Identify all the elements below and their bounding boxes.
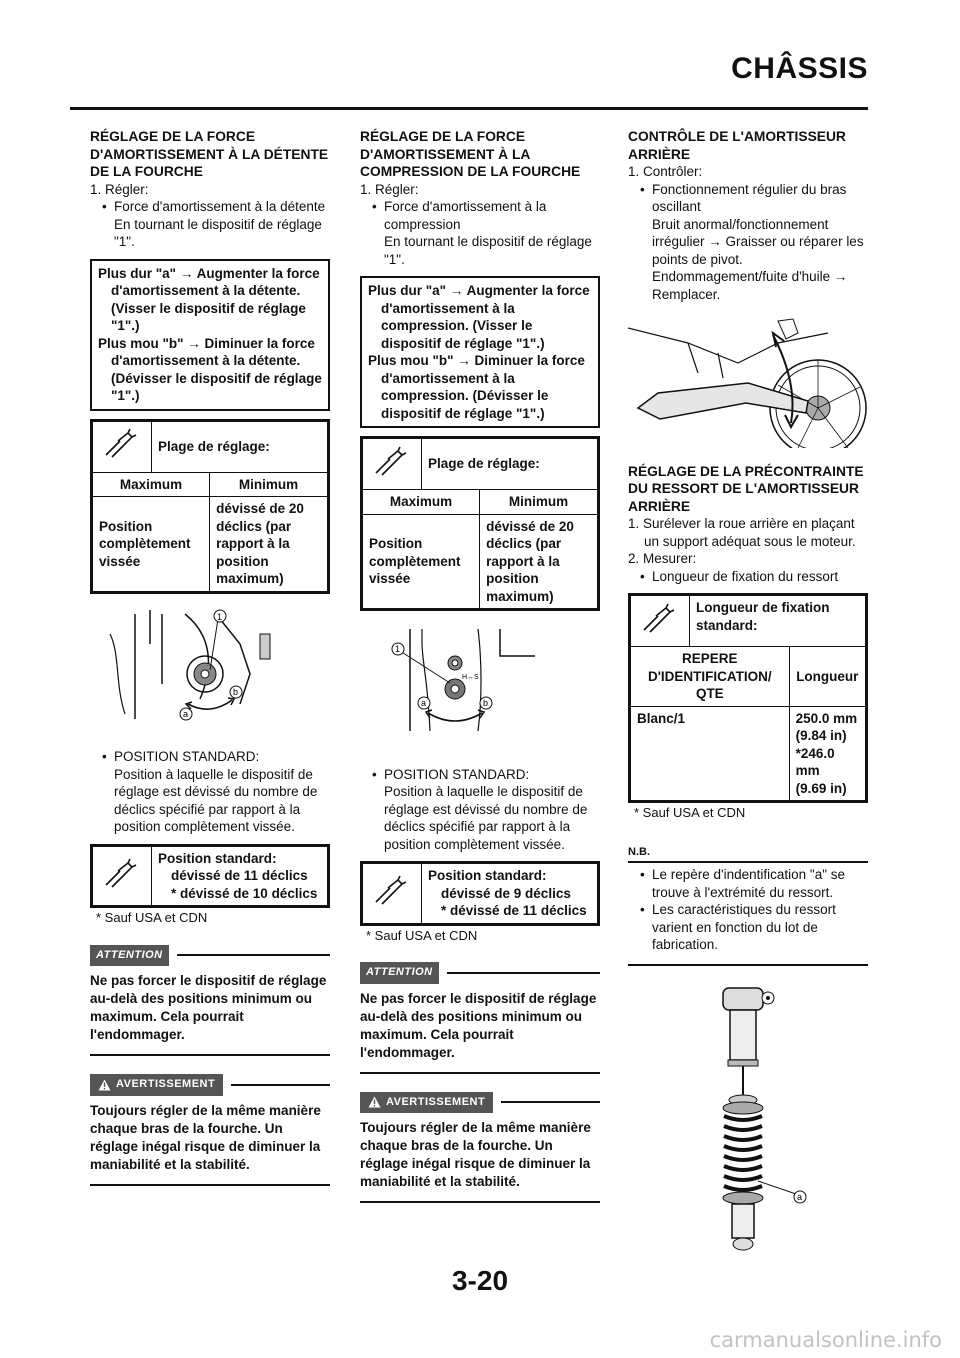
wrench-icon <box>93 846 152 906</box>
standard-position-value-alt: * dévissé de 11 déclics <box>441 903 587 918</box>
attention-block <box>360 962 600 1074</box>
standard-position-value: dévissé de 11 déclics <box>171 868 308 883</box>
standard-position-bullet: • POSITION STANDARD: <box>90 748 330 766</box>
adjustment-direction-box <box>360 276 600 428</box>
warning-badge <box>90 1074 223 1096</box>
min-value: dévissé de 20 déclics (par rapport à la position maximum) <box>210 497 328 592</box>
standard-position-title: Position standard: <box>158 850 277 866</box>
step-label: 2. Mesurer: <box>628 551 697 566</box>
softer-instruction: Plus mou "b" → Diminuer la force d'amortissement à la compression. (Dévisser le dispositif de réglage "1".) <box>368 353 585 421</box>
table-row <box>631 706 866 801</box>
step-label: 1. Régler: <box>360 181 419 197</box>
wrench-icon <box>631 596 690 647</box>
bullet-detail: En tournant le dispositif de réglage "1". <box>384 234 592 267</box>
wrench-icon <box>363 864 422 924</box>
label-one: 1 <box>217 611 223 622</box>
adjustment-range-table <box>90 419 330 594</box>
warning-label: AVERTISSEMENT <box>386 1095 486 1108</box>
bullet-detail: Bruit anormal/fonctionnement irrégulier → Graisser ou réparer les points de pivot. <box>652 216 864 267</box>
column-header-length: Longueur <box>789 647 865 707</box>
standard-position-detail: Position à laquelle le dispositif de réglage est dévissé du nombre de déclics spécifié par rapport à la position complètement vissée. <box>384 784 588 852</box>
attention-badge: ATTENTION <box>90 945 169 967</box>
step-label: 1. Régler: <box>90 181 149 197</box>
column-compression-damping <box>360 128 600 1203</box>
standard-position-box <box>360 861 600 926</box>
section-heading: RÉGLAGE DE LA FORCE D'AMORTISSEMENT À LA COMPRESSION DE LA FOURCHE <box>360 129 581 179</box>
nb-block <box>628 844 868 966</box>
label-b: b <box>483 698 489 708</box>
adjustment-direction-box <box>90 259 330 411</box>
footnote: * Sauf USA et CDN <box>96 910 208 925</box>
footnote: * Sauf USA et CDN <box>366 927 478 943</box>
nb-item: • Les caractéristiques du ressort varient en fonction du lot de fabrication. <box>628 901 868 954</box>
standard-position-title: Position standard: <box>428 868 547 883</box>
label-one: 1 <box>395 644 401 654</box>
row-length-alt-inch: (9.69 in) <box>795 780 847 796</box>
watermark: carmanualsonline.info <box>709 1328 942 1352</box>
section-heading: RÉGLAGE DE LA FORCE D'AMORTISSEMENT À LA DÉTENTE DE LA FOURCHE <box>90 129 329 179</box>
standard-position-bullet: • POSITION STANDARD: <box>360 766 600 784</box>
spring-length-table <box>628 593 868 803</box>
column-rear-shock <box>628 128 868 1270</box>
bullet-detail: Endommagement/fuite d'huile → Remplacer. <box>652 269 848 302</box>
softer-instruction: Plus mou "b" → Diminuer la force d'amortissement à la détente. (Dévisser le dispositif de réglage "1".) <box>98 335 322 403</box>
warning-block <box>90 1074 330 1186</box>
column-header-max: Maximum <box>93 472 210 497</box>
column-header-min: Minimum <box>210 472 328 497</box>
nb-label: N.B. <box>628 845 650 858</box>
attention-text: Ne pas forcer le dispositif de réglage au-delà des positions minimum ou maximum. Cela pourrait l'endommager. <box>360 990 597 1060</box>
bullet-item: • Force d'amortissement à la détente <box>90 198 330 216</box>
column-header-min: Minimum <box>480 490 598 515</box>
max-value: Position complètement vissée <box>93 497 210 592</box>
standard-position-value-alt: * dévissé de 10 déclics <box>171 885 318 901</box>
page-header-title: CHÂSSIS <box>731 52 868 85</box>
attention-block <box>90 945 330 1057</box>
warning-text: Toujours régler de la même manière chaque bras de la fourche. Un réglage inégal risque de diminuer la maniabilité et la stabilité. <box>360 1120 591 1189</box>
step-label: 1. Contrôler: <box>628 164 703 179</box>
warning-badge <box>360 1092 493 1114</box>
range-title: Plage de réglage: <box>422 439 598 490</box>
warning-triangle-icon <box>368 1096 381 1108</box>
harder-instruction: Plus dur "a" → Augmenter la force d'amortissement à la détente. (Visser le dispositif de réglage "1".) <box>98 265 320 333</box>
footnote: * Sauf USA et CDN <box>634 805 746 820</box>
rear-shock-figure <box>628 976 868 1261</box>
column-rebound-damping <box>90 128 330 1186</box>
attention-badge: ATTENTION <box>360 962 439 984</box>
column-header-id: REPERE D'IDENTIFICATION/ QTE <box>631 647 790 707</box>
label-a: a <box>797 1191 803 1202</box>
standard-position-box <box>90 844 330 909</box>
header-rule <box>70 107 868 110</box>
warning-block <box>360 1092 600 1204</box>
row-id: Blanc/1 <box>631 706 790 801</box>
row-length-inch: (9.84 in) <box>795 728 847 743</box>
range-title: Plage de réglage: <box>152 421 328 472</box>
wrench-icon <box>363 439 422 490</box>
section-heading: RÉGLAGE DE LA PRÉCONTRAINTE DU RESSORT DE L'AMORTISSEUR ARRIÈRE <box>628 463 864 514</box>
label-a: a <box>183 708 189 719</box>
adjustment-range-table <box>360 436 600 611</box>
column-header-max: Maximum <box>363 490 480 515</box>
max-value: Position complètement vissée <box>363 514 480 609</box>
fork-compression-adjuster-figure <box>360 621 600 756</box>
warning-triangle-icon <box>98 1079 111 1091</box>
row-length-alt: *246.0 mm <box>795 745 835 778</box>
harder-instruction: Plus dur "a" → Augmenter la force d'amortissement à la compression. (Visser le dispositif de réglage "1".) <box>368 283 590 351</box>
table-title: Longueur de fixation standard: <box>690 596 866 647</box>
warning-label: AVERTISSEMENT <box>116 1078 216 1090</box>
warning-text: Toujours régler de la même manière chaque bras de la fourche. Un réglage inégal risque de diminuer la maniabilité et la stabilité. <box>90 1102 321 1172</box>
bullet-item: • Force d'amortissement à la compression <box>360 198 600 233</box>
swingarm-figure <box>628 313 868 453</box>
step-label: 1. Surélever la roue arrière en plaçant un support adéquat sous le moteur. <box>628 516 856 549</box>
row-length: 250.0 mm <box>795 710 858 726</box>
bullet-item: • Longueur de fixation du ressort <box>628 568 868 586</box>
nb-item: • Le repère d'indentification "a" se trouve à l'extrémité du ressort. <box>628 866 868 901</box>
min-value: dévissé de 20 déclics (par rapport à la position maximum) <box>480 514 598 609</box>
standard-position-value: dévissé de 9 déclics <box>441 885 571 901</box>
bullet-item: • Fonctionnement régulier du bras oscillant <box>628 181 868 216</box>
bullet-detail: En tournant le dispositif de réglage "1". <box>114 216 322 249</box>
fork-rebound-adjuster-figure <box>90 604 330 739</box>
wrench-icon <box>93 421 152 472</box>
label-hs: H↔S <box>462 674 479 681</box>
attention-text: Ne pas forcer le dispositif de réglage au-delà des positions minimum ou maximum. Cela pourrait l'endommager. <box>90 973 327 1042</box>
standard-position-detail: Position à laquelle le dispositif de réglage est dévissé du nombre de déclics spécifié par rapport à la position complètement vissée. <box>114 766 318 834</box>
label-a: a <box>421 698 427 708</box>
label-b: b <box>233 686 239 697</box>
section-heading: CONTRÔLE DE L'AMORTISSEUR ARRIÈRE <box>628 129 846 162</box>
page-number: 3-20 <box>451 1265 509 1296</box>
